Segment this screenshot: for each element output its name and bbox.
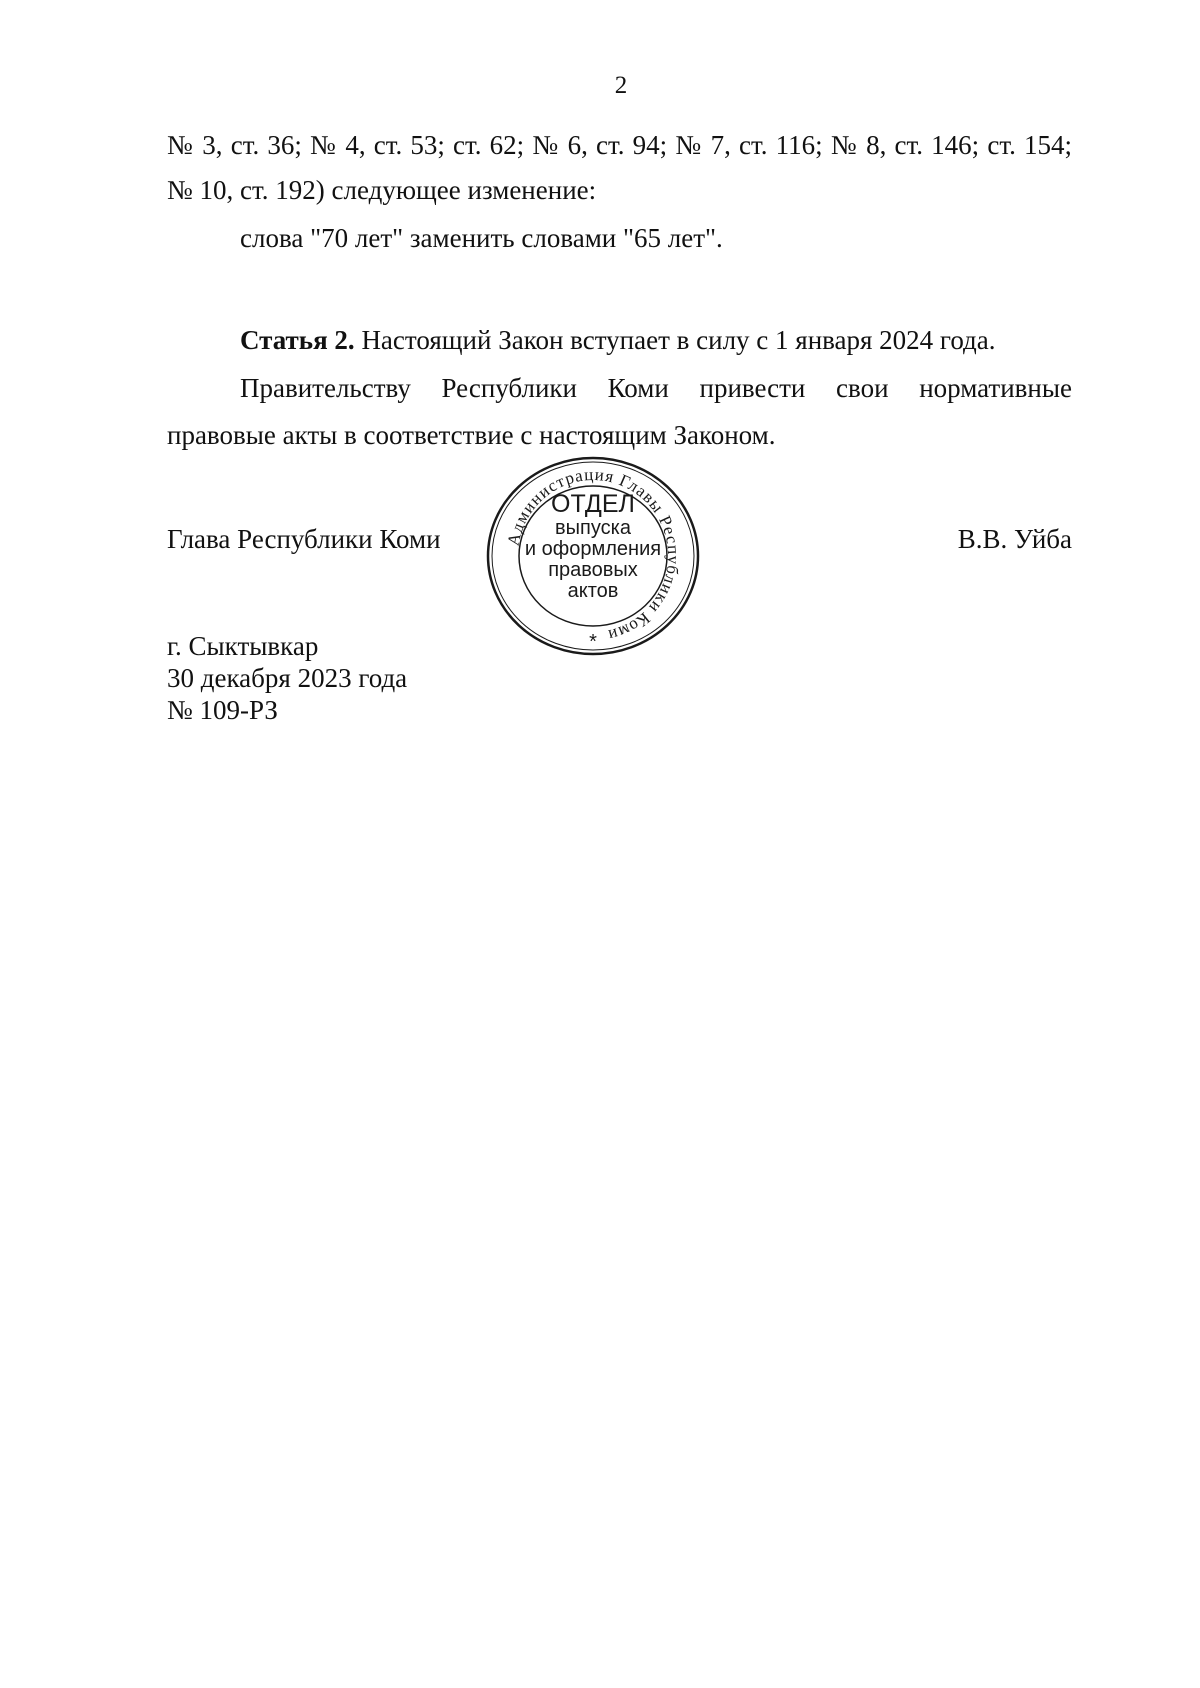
article-2-paragraph [240,325,996,356]
article-2-label: Статья 2. [240,325,355,355]
stamp-ring-text: Администрация Главы Республики Коми [503,464,684,646]
stamp-center-line-5: актов [567,580,619,602]
article-2-text: Настоящий Закон вступает в силу с 1 января 2024 года. [354,325,996,355]
government-paragraph-line-1: Правительству Республики Коми привести свои нормативные [240,373,1072,403]
government-paragraph-line-2: правовые акты в соответствие с настоящим Законом. [167,420,776,450]
paragraph-line-2: № 10, ст. 192) следующее изменение: [167,175,597,205]
stamp-center-line-4: правовых [548,559,638,581]
paragraph-line-3: слова "70 лет" заменить словами "65 лет". [240,223,723,253]
signature-title: Глава Республики Коми [167,524,441,554]
stamp-center-line-3: и оформления [524,538,662,560]
city: г. Сыктывкар [167,631,319,661]
date: 30 декабря 2023 года [167,663,408,693]
official-stamp [478,452,708,660]
page-number: 2 [614,72,628,99]
stamp-star-icon: * [589,631,597,653]
paragraph-line-1: № 3, ст. 36; № 4, ст. 53; ст. 62; № 6, ст. 94; № 7, ст. 116; № 8, ст. 146; ст. 154; [167,130,1072,160]
stamp-center-line-1: ОТДЕЛ [551,490,635,518]
signature-name: В.В. Уйба [957,524,1072,554]
law-number: № 109-РЗ [167,695,278,725]
stamp-center-line-2: выпуска [555,517,631,539]
